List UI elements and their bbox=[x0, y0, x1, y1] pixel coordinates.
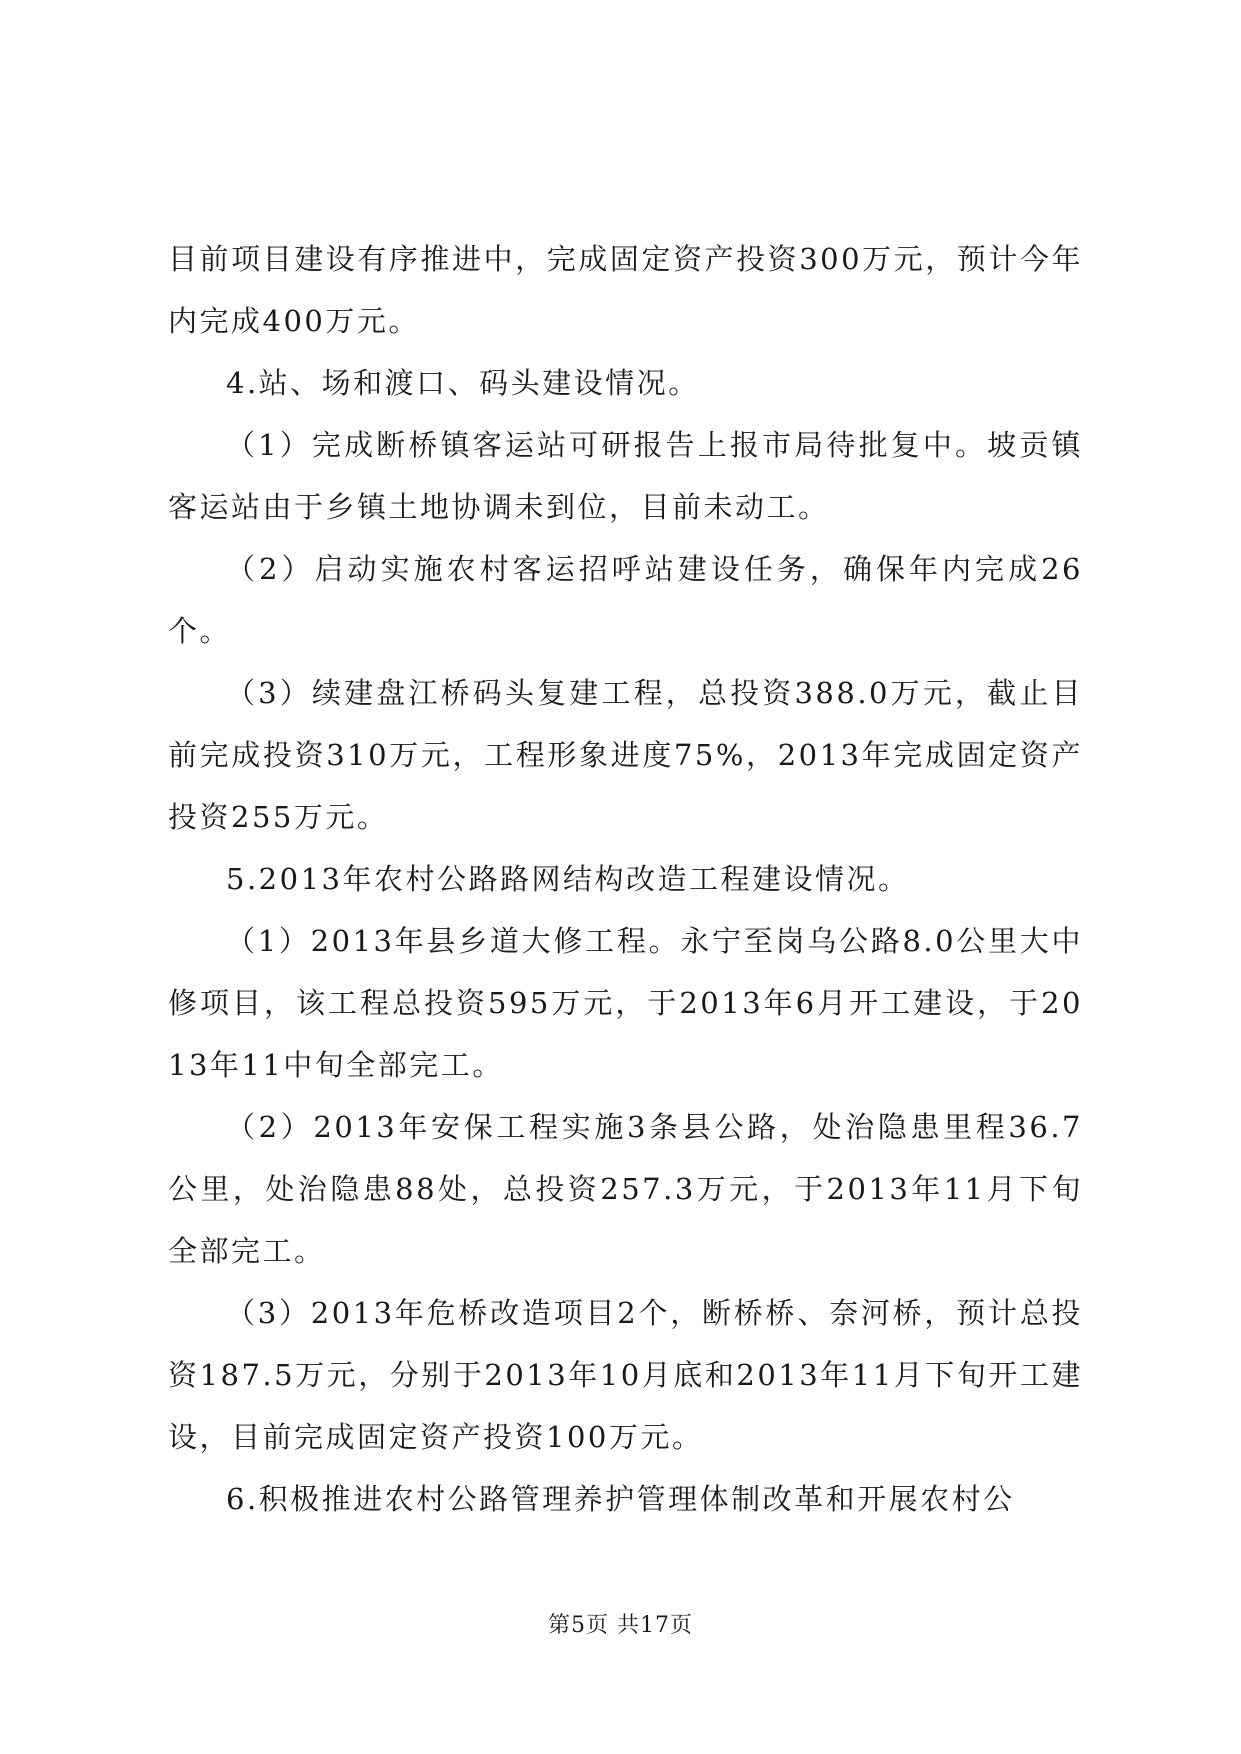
paragraph-9: （3）2013年危桥改造项目2个，断桥桥、奈河桥，预计总投资187.5万元，分别于2013年10月底和2013年11月下旬开工建设，目前完成固定资产投资100万元。 bbox=[168, 1296, 1083, 1454]
page-footer bbox=[0, 1608, 1241, 1639]
paragraph-4: （2）启动实施农村客运招呼站建设任务，确保年内完成26个。 bbox=[168, 552, 1083, 648]
paragraph-5: （3）续建盘江桥码头复建工程，总投资388.0万元，截止目前完成投资310万元，工程形象进度75%，2013年完成固定资产投资255万元。 bbox=[168, 676, 1083, 834]
paragraph-8: （2）2013年安保工程实施3条县公路，处治隐患里程36.7公里，处治隐患88处，总投资257.3万元，于2013年11月下旬全部完工。 bbox=[168, 1110, 1083, 1268]
paragraph-3: （1）完成断桥镇客运站可研报告上报市局待批复中。坡贡镇客运站由于乡镇土地协调未到位，目前未动工。 bbox=[168, 428, 1083, 524]
paragraph-7: （1）2013年县乡道大修工程。永宁至岗乌公路8.0公里大中修项目，该工程总投资595万元，于2013年6月开工建设，于2013年11中旬全部完工。 bbox=[168, 924, 1083, 1082]
paragraph-1: 目前项目建设有序推进中，完成固定资产投资300万元，预计今年内完成400万元。 bbox=[168, 242, 1083, 338]
paragraph-6: 5.2013年农村公路路网结构改造工程建设情况。 bbox=[226, 862, 910, 896]
page-number-label: 第5页 共17页 bbox=[548, 1613, 693, 1638]
paragraph-2: 4.站、场和渡口、码头建设情况。 bbox=[226, 366, 700, 400]
paragraph-10: 6.积极推进农村公路管理养护管理体制改革和开展农村公 bbox=[226, 1482, 1015, 1516]
body-text bbox=[168, 228, 1083, 1530]
